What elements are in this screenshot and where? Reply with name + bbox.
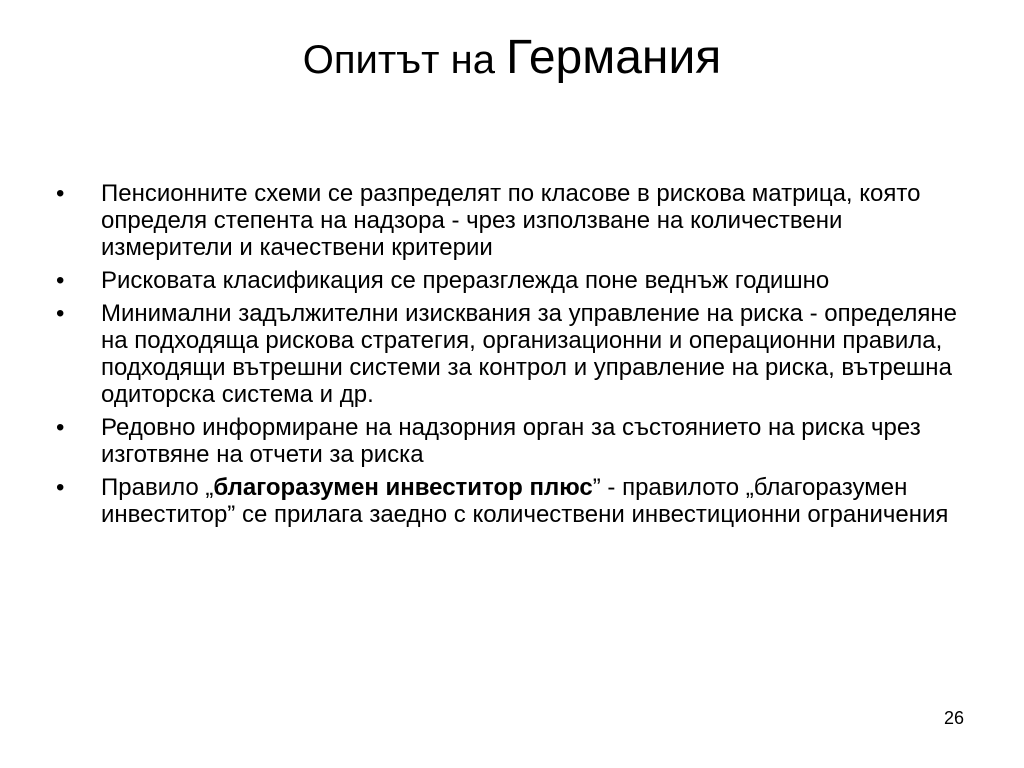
bullet-text-suffix: ” - правилото „благоразумен инвеститор” се прилага заедно с количествени инвестиционни ограничения xyxy=(101,474,949,528)
bullet-dot: • xyxy=(56,474,65,501)
bullet-item xyxy=(56,267,976,294)
bullet-text-prefix: Правило „ xyxy=(101,474,214,501)
bullet-text: Минимални задължителни изисквания за управление на риска - определяне на подходяща рискова стратегия, организационни и операционни правила, подходящи вътрешни системи за контрол и управление на риска, вътрешна одиторска система и др. xyxy=(101,300,957,408)
page-number: 26 xyxy=(943,708,964,728)
bullet-item xyxy=(56,474,976,528)
bullet-item xyxy=(56,414,976,468)
bullet-text: Редовно информиране на надзорния орган за състоянието на риска чрез изготвяне на отчети за риска xyxy=(101,414,921,468)
bullet-text: Пенсионните схеми се разпределят по класове в рискова матрица, която определя степента на надзора - чрез използване на количествени измерители и качествени критерии xyxy=(101,180,921,261)
bullet-dot: • xyxy=(56,414,65,441)
bullet-item xyxy=(56,180,976,261)
bullet-text-bold: благоразумен инвеститор плюс xyxy=(213,474,593,501)
title-text: Опитът на xyxy=(302,38,507,82)
bullet-dot: • xyxy=(56,300,65,327)
title-text-large: Германия xyxy=(506,31,722,84)
bullet-text: Рисковата класификация се преразглежда поне веднъж годишно xyxy=(101,267,830,294)
bullet-list xyxy=(56,180,976,534)
bullet-dot: • xyxy=(56,180,65,207)
bullet-dot: • xyxy=(56,267,65,294)
bullet-item xyxy=(56,300,976,408)
slide-title xyxy=(0,28,1024,90)
